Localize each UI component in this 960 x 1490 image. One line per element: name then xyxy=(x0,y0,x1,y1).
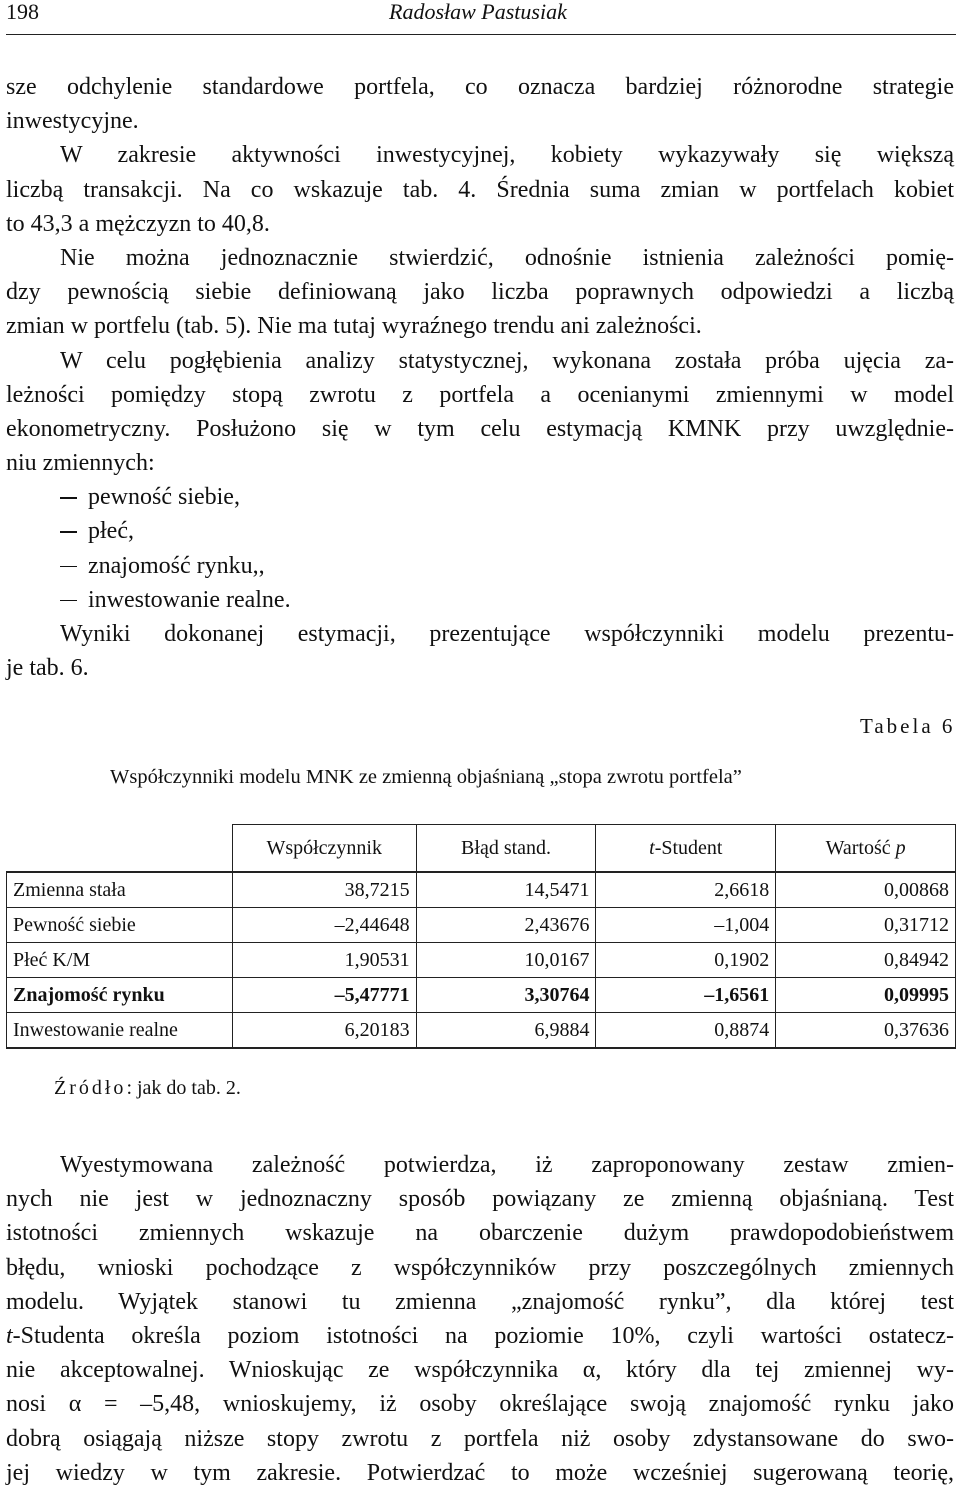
column-header xyxy=(776,825,956,873)
list-item: pewność siebie, xyxy=(6,480,954,514)
text-line: jej wiedzy w tym zakresie. Potwierdzać to może wcześniej sugerowaną teorię, xyxy=(6,1459,954,1486)
column-header-text: -Student xyxy=(654,836,723,859)
coef-cell: 1,90531 xyxy=(232,943,416,978)
table-header-row xyxy=(7,825,956,873)
se-cell: 2,43676 xyxy=(416,908,596,943)
se-cell: 10,0167 xyxy=(416,943,596,978)
running-author: Radosław Pastusiak xyxy=(389,0,567,24)
table-corner xyxy=(7,825,233,873)
table-label: Tabela 6 xyxy=(860,714,956,738)
row-label: Płeć K/M xyxy=(7,943,233,978)
p-cell: 0,00868 xyxy=(776,872,956,908)
row-label: Znajomość rynku xyxy=(7,978,233,1013)
upper-text xyxy=(6,70,954,685)
text-line: inwestycyjne. xyxy=(6,108,139,135)
text-fragment: -Studenta określa poziom istotności na poziomie 10%, czyli wartości ostatecz- xyxy=(12,1322,954,1349)
text-line: W celu pogłębienia analizy statystycznej, wykonana została próba ujęcia za- xyxy=(60,347,954,374)
column-header xyxy=(596,825,776,873)
t-cell: 2,6618 xyxy=(596,872,776,908)
t-cell: –1,6561 xyxy=(596,978,776,1013)
text-line: dobrą osiągają niższe stopy zwrotu z portfela niż osoby zdystansowane do swo- xyxy=(6,1425,954,1452)
table-row xyxy=(7,908,956,943)
text-line: Wyniki dokonanej estymacji, prezentujące współczynniki modelu prezentu- xyxy=(60,621,954,647)
text-line: dzy pewnością siebie definiowaną jako liczba poprawnych odpowiedzi a liczbą xyxy=(6,279,954,306)
p-symbol: p xyxy=(895,836,906,859)
t-symbol: t xyxy=(649,836,655,859)
text-line: nie akceptowalnej. Wnioskując ze współczynnika α, który dla tej zmiennej wy- xyxy=(6,1357,954,1384)
source-label: Źródło xyxy=(54,1077,127,1099)
p-cell: 0,09995 xyxy=(776,978,956,1013)
row-label: Zmienna stała xyxy=(7,872,233,908)
coef-cell: 38,7215 xyxy=(232,872,416,908)
se-cell: 14,5471 xyxy=(416,872,596,908)
text-line: to 43,3 a mężczyzn to 40,8. xyxy=(6,210,270,237)
t-cell: 0,8874 xyxy=(596,1013,776,1049)
coef-cell: 6,20183 xyxy=(232,1013,416,1049)
table-row xyxy=(7,1013,956,1049)
text-line: je tab. 6. xyxy=(6,655,89,682)
t-cell: –1,004 xyxy=(596,908,776,943)
text-line: zmian w portfelu (tab. 5). Nie ma tutaj wyraźnego trendu ani zależności. xyxy=(6,313,702,340)
se-cell: 6,9884 xyxy=(416,1013,596,1049)
column-header: Współczynnik xyxy=(232,825,416,873)
table-row xyxy=(7,943,956,978)
row-label: Pewność siebie xyxy=(7,908,233,943)
p-cell: 0,37636 xyxy=(776,1013,956,1049)
lower-text xyxy=(6,1148,954,1490)
p-cell: 0,84942 xyxy=(776,943,956,978)
column-header-text: Wartość xyxy=(825,836,896,859)
coef-cell: –5,47771 xyxy=(232,978,416,1013)
text-line: Nie można jednoznacznie stwierdzić, odnośnie istnienia zależności pomię- xyxy=(60,244,954,271)
text-line: sze odchylenie standardowe portfela, co oznacza bardziej różnorodne strategie xyxy=(6,74,954,100)
list-item: inwestowanie realne. xyxy=(6,583,954,617)
source-text: : jak do tab. 2. xyxy=(126,1077,241,1099)
table-row xyxy=(7,872,956,908)
text-line: ekonometryczny. Posłużono się w tym celu estymacją KMNK przy uwzględnie- xyxy=(6,415,954,442)
page-number: 198 xyxy=(6,0,39,24)
table-row xyxy=(7,978,956,1013)
list-item: znajomość rynku,, xyxy=(6,549,954,583)
t-symbol: t xyxy=(6,1322,13,1349)
coefficients-table xyxy=(6,824,956,1049)
row-label: Inwestowanie realne xyxy=(7,1013,233,1049)
text-line: niu zmiennych: xyxy=(6,450,155,477)
column-header: Błąd stand. xyxy=(416,825,596,873)
text-line: W zakresie aktywności inwestycyjnej, kobiety wykazywały się większą xyxy=(60,142,954,169)
text-line: nych nie jest w jednoznaczny sposób powiązany ze zmienną objaśnianą. Test xyxy=(6,1186,954,1213)
text-line: leżności pomiędzy stopą zwrotu z portfela a ocenianymi zmiennymi w model xyxy=(6,381,954,408)
running-header xyxy=(6,0,956,35)
p-cell: 0,31712 xyxy=(776,908,956,943)
se-cell: 3,30764 xyxy=(416,978,596,1013)
text-line: Wyestymowana zależność potwierdza, iż zaproponowany zestaw zmien- xyxy=(60,1152,954,1178)
text-line: istotności zmiennych wskazuje na obarczenie dużym prawdopodobieństwem xyxy=(6,1220,954,1247)
list-item: płeć, xyxy=(6,514,954,548)
table-title: Współczynniki modelu MNK ze zmienną objaśnianą „stopa zwrotu portfela” xyxy=(110,766,742,788)
text-line: nosi α = –5,48, wnioskujemy, iż osoby określające swoją znajomość rynku jako xyxy=(6,1391,954,1418)
t-cell: 0,1902 xyxy=(596,943,776,978)
text-line: modelu. Wyjątek stanowi tu zmienna „znajomość rynku”, dla której test xyxy=(6,1288,954,1315)
text-line: błędu, wnioski pochodzące z współczynników przy poszczególnych zmiennych xyxy=(6,1254,954,1281)
text-line xyxy=(6,1319,954,1353)
coef-cell: –2,44648 xyxy=(232,908,416,943)
text-line: liczbą transakcji. Na co wskazuje tab. 4. Średnia suma zmian w portfelach kobiet xyxy=(6,176,954,203)
table-source xyxy=(54,1077,241,1100)
